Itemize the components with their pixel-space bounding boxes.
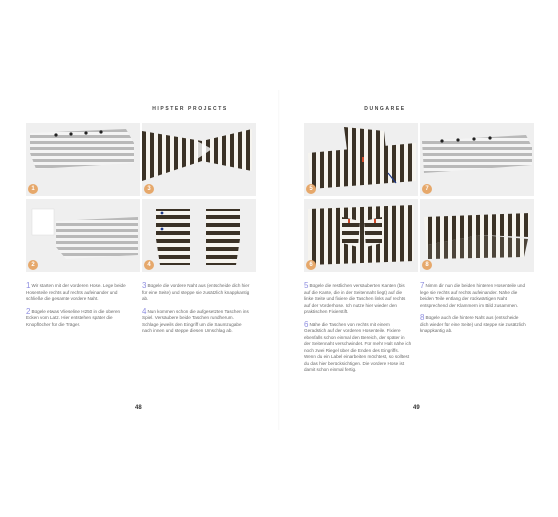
left-page-header: HIPSTER PROJECTS — [152, 106, 228, 112]
instruction-step-4: 4Nun kommen schon die aufgesetzten Taschen ins Spiel. Versäubere beide Taschen rundherum. Schlage jeweils den Eingriff um die Saumzugabe nach innen und steppe diesen Umschlag ab. — [142, 306, 249, 333]
instruction-step-3: 3Bügele die vordere Naht aus (entscheide dich hier für eine Seite) und steppe sie zusätzlich knappkantig ab. — [142, 281, 250, 301]
step-badge: 6 — [306, 260, 316, 270]
step-photo-7 — [420, 123, 534, 196]
step-badge: 4 — [144, 260, 154, 270]
page-gutter — [278, 90, 280, 430]
step-photo-2 — [26, 199, 140, 272]
step-badge: 3 — [144, 184, 154, 194]
step-badge: 8 — [422, 260, 432, 270]
left-page-text-col-2 — [142, 283, 250, 341]
step-badge: 2 — [28, 260, 38, 270]
step-photo-6 — [304, 199, 418, 272]
step-badge: 7 — [422, 184, 432, 194]
step-badge: 1 — [28, 184, 38, 194]
right-page-text-col-1 — [304, 283, 412, 380]
instruction-step-8: 8Bügele auch die hintere Naht aus (entscheide dich wieder für eine Seite) und steppe sie zusätzlich knappkantig ab. — [420, 313, 526, 333]
right-page-text-col-2 — [420, 283, 528, 341]
step-photo-4 — [142, 199, 256, 272]
left-page-text-col-1 — [26, 283, 134, 334]
instruction-step-7: 7Nimm dir nun die beiden hinteren Hosenteile und lege sie rechts auf rechts aufeinander. Nähe die beiden Teile entlang der rückwärtigen Naht entsprechend der Klammern im Bild zusammen. — [420, 281, 526, 308]
instruction-step-6: 6Nähe die Taschen von rechts mit einem Geradstich auf der vorderen Hosenteile. Fixiere ebenfalls schon einmal den Bereich, der später in der Seitennaht verschwindet. Für mehr Halt nähe ich noch zwei Riegel über die Enden des Eingriffs. Wenn du ein Label einarbeiten möchtest, so solltest du das hier berücksichtigen. Die vordere Hose ist damit schon einmal fertig. — [304, 319, 412, 372]
right-page-header: DUNGAREE — [364, 106, 406, 112]
page-number-right: 49 — [413, 405, 420, 411]
instruction-step-1: 1Wir starten mit der vorderen Hose. Lege beide Hosenteile rechts auf rechts aufeinander und schließe die gesamte vordere Naht. — [26, 281, 126, 301]
step-photo-1 — [26, 123, 140, 196]
instruction-step-5: 5Bügele die restlichen versäuberten Kanten (bis auf die Kante, die in der Seitennaht liegt) auf die linke Seite und fixiere die Taschen links auf rechts auf der Vorderhose. Ich nutze hier wieder den praktischen Fixierstift. — [304, 281, 406, 314]
step-photo-5 — [304, 123, 418, 196]
instruction-step-2: 2Bügele etwas Vlieseline H250 in die oberen Ecken vom Latz. Hier entstehen später die Knopflöcher für die Träger. — [26, 306, 121, 327]
page-number-left: 48 — [135, 405, 142, 411]
step-photo-8 — [420, 199, 534, 272]
step-badge: 5 — [306, 184, 316, 194]
step-photo-3 — [142, 123, 256, 196]
